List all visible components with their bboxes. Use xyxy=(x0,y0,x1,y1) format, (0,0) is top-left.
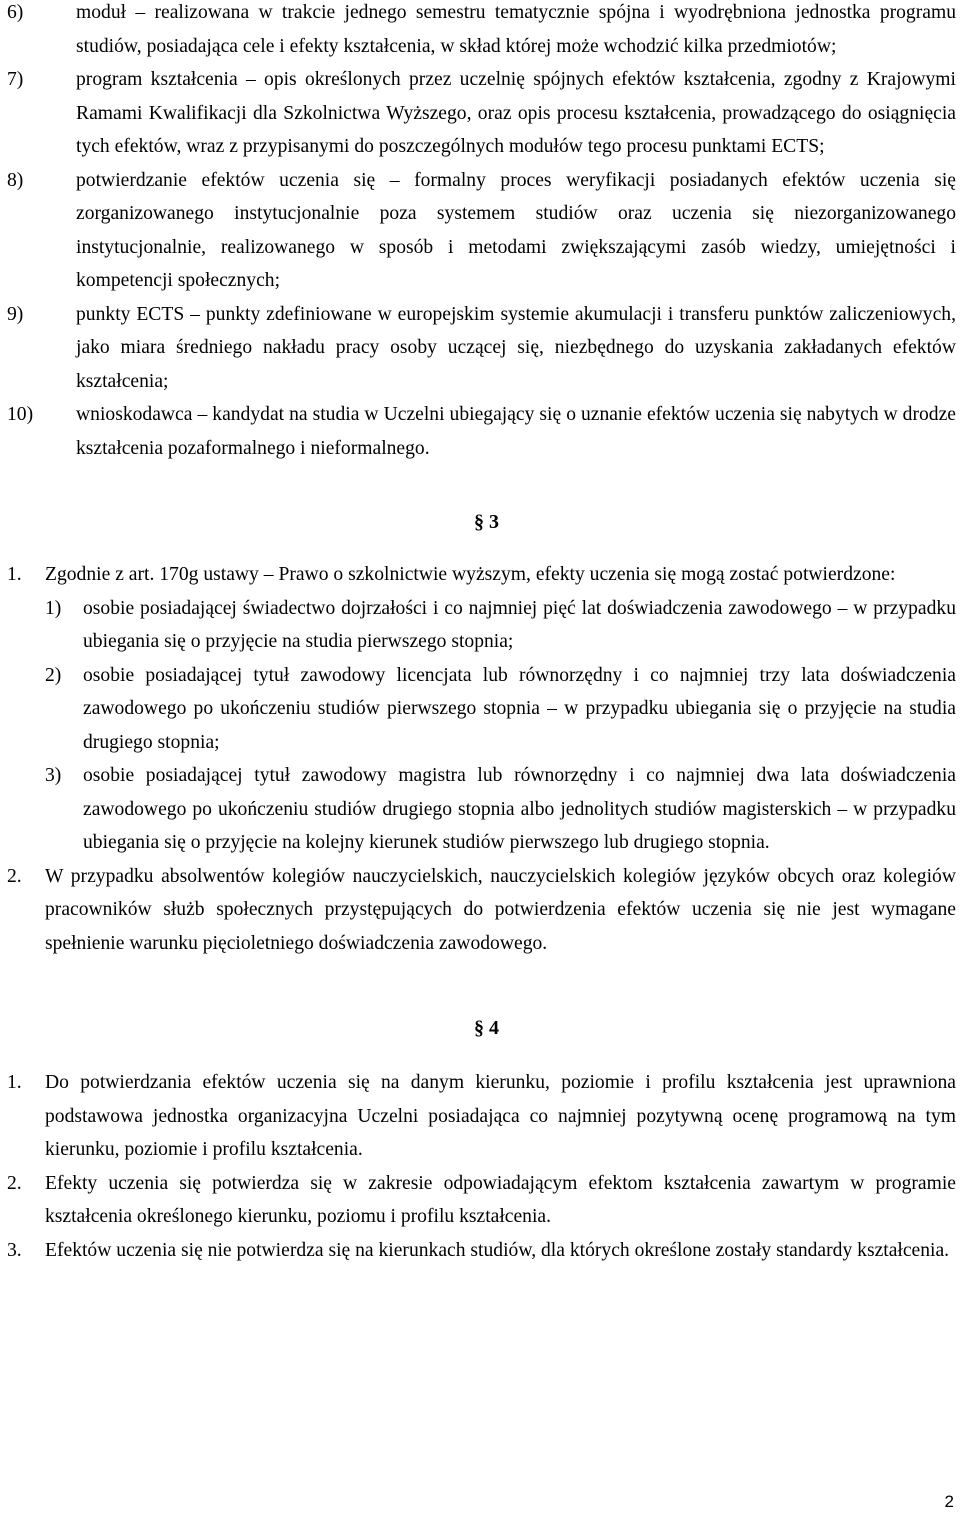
definition-item xyxy=(7,298,956,399)
definition-item xyxy=(7,398,956,465)
paragraph-number: 2. xyxy=(7,1172,22,1194)
item-text: punkty ECTS – punkty zdefiniowane w europejskim systemie akumulacji i transferu punktów zaliczeniowych, jako miara średniego nakładu pracy osoby uczącej się, niezbędnego do uzyskania zakładanych efektów kształcenia; xyxy=(76,303,956,392)
paragraph-body xyxy=(45,558,956,860)
sub-item xyxy=(45,592,956,659)
section-heading-3: § 3 xyxy=(474,511,499,533)
definitions-list xyxy=(7,0,956,465)
definition-item xyxy=(7,63,956,164)
definition-item xyxy=(7,0,956,63)
sub-item-number: 2) xyxy=(45,664,62,686)
sub-item-number: 3) xyxy=(45,765,62,786)
paragraph-intro: Zgodnie z art. 170g ustawy – Prawo o szkolnictwie wyższym, efekty uczenia się mogą zostać potwierdzone: xyxy=(45,564,896,585)
paragraph-number: 1. xyxy=(7,564,22,585)
item-number: 8) xyxy=(7,169,24,191)
sub-item-text: osobie posiadającej świadectwo dojrzałości i co najmniej pięć lat doświadczenia zawodowego – w przypadku ubiegania się o przyjęcie na studia pierwszego stopnia; xyxy=(83,597,956,652)
item-text: program kształcenia – opis określonych przez uczelnię spójnych efektów kształcenia, zgodny z Krajowymi Ramami Kwalifikacji dla Szkolnictwa Wyższego, oraz opis procesu kształcenia, prowadzącego do osiągnięcia tych efektów, wraz z przypisanymi do poszczególnych modułów tego procesu punktami ECTS; xyxy=(76,69,956,157)
sub-item xyxy=(45,759,956,860)
item-text: wnioskodawca – kandydat na studia w Uczelni ubiegający się o uznanie efektów uczenia się nabytych w drodze kształcenia pozaformalnego i nieformalnego. xyxy=(76,404,956,459)
paragraph-number: 2. xyxy=(7,865,22,887)
paragraph-number: 1. xyxy=(7,1072,22,1093)
paragraph-text: Efektów uczenia się nie potwierdza się na kierunkach studiów, dla których określone zostały standardy kształcenia. xyxy=(45,1239,950,1261)
document-page xyxy=(7,0,956,1267)
item-text: potwierdzanie efektów uczenia się – formalny proces weryfikacji posiadanych efektów uczenia się zorganizowanego instytucjonalnie poza systemem studiów oraz uczenia się niezorganizowanego instytucjonalnie, realizowanego w sposób i metodami zwiększającymi zasób wiedzy, umiejętności i kompetencji społecznych; xyxy=(76,169,956,291)
paragraph-text: Efekty uczenia się potwierdza się w zakresie odpowiadającym efektom kształcenia zawartym w programie kształcenia określonego kierunku, poziomu i profilu kształcenia. xyxy=(45,1172,956,1227)
section4-paragraph-2 xyxy=(7,1167,956,1234)
sub-item-list xyxy=(45,592,956,860)
section3-paragraph-2 xyxy=(7,860,956,961)
item-number: 6) xyxy=(7,2,24,23)
sub-item-text: osobie posiadającej tytuł zawodowy licencjata lub równorzędny i co najmniej trzy lata doświadczenia zawodowego po ukończeniu studiów pierwszego stopnia – w przypadku ubiegania się o przyjęcie na studia drugiego stopnia; xyxy=(83,664,956,753)
sub-item-number: 1) xyxy=(45,597,62,619)
section4-paragraph-3 xyxy=(7,1234,956,1268)
definition-item xyxy=(7,164,956,298)
paragraph-text: W przypadku absolwentów kolegiów nauczycielskich, nauczycielskich kolegiów języków obcych oraz kolegiów pracowników służb społecznych przystępujących do potwierdzenia efektów uczenia się nie jest wymagane spełnienie warunku pięcioletniego doświadczenia zawodowego. xyxy=(45,865,956,954)
page-number: 2 xyxy=(944,1492,954,1511)
item-number: 7) xyxy=(7,69,24,90)
sub-item xyxy=(45,659,956,760)
section3-paragraph-1 xyxy=(7,558,956,860)
paragraph-number: 3. xyxy=(7,1239,22,1261)
paragraph-text: Do potwierdzania efektów uczenia się na danym kierunku, poziomie i profilu kształcenia jest uprawniona podstawowa jednostka organizacyjna Uczelni posiadająca co najmniej pozytywną ocenę programową na tym kierunku, poziomie i profilu kształcenia. xyxy=(45,1072,956,1160)
item-text: moduł – realizowana w trakcie jednego semestru tematycznie spójna i wyodrębniona jednostka programu studiów, posiadająca cele i efekty kształcenia, w skład której może wchodzić kilka przedmiotów; xyxy=(76,2,956,57)
item-number: 9) xyxy=(7,303,24,325)
section-heading-4: § 4 xyxy=(474,1017,499,1039)
section4-paragraph-1 xyxy=(7,1066,956,1167)
item-number: 10) xyxy=(7,404,34,425)
sub-item-text: osobie posiadającej tytuł zawodowy magistra lub równorzędny i co najmniej dwa lata doświadczenia zawodowego po ukończeniu studiów drugiego stopnia albo jednolitych studiów magisterskich – w przypadku ubiegania się o przyjęcie na kolejny kierunek studiów pierwszego lub drugiego stopnia. xyxy=(83,765,956,853)
